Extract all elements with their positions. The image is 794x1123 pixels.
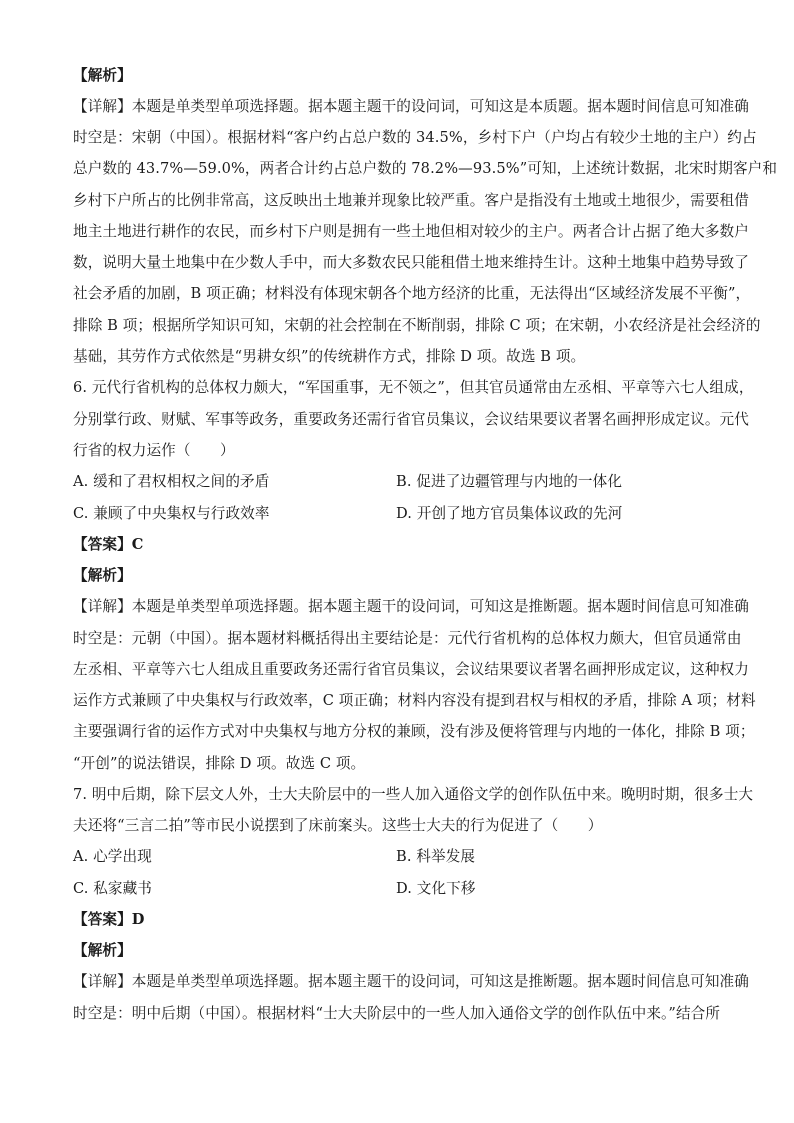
analysis-line: 数，说明大量土地集中在少数人手中，而大多数农民只能租借土地来维持生计。这种土地集中趋势导致了 [73, 254, 749, 271]
option-c: C. 私家藏书 [73, 880, 152, 897]
question-6-stem: 6. 元代行省机构的总体权力颇大，“军国重事，无不领之”，但其官员通常由左丞相、平章等六七人组成， [73, 379, 754, 396]
analysis-line: 运作方式兼顾了中央集权与行政效率，C 项正确；材料内容没有提到君权与相权的矛盾，排除 A 项；材料 [73, 692, 756, 709]
question-6-stem: 分别掌行政、财赋、军事等政务，重要政务还需行省官员集议，会议结果要议者署名画押形成定议。元代 [73, 411, 749, 428]
question-7-stem: 夫还将“三言二拍”等市民小说摆到了床前案头。这些士大夫的行为促进了（ ） [73, 817, 603, 834]
analysis-line: 排除 B 项；根据所学知识可知，宋朝的社会控制在不断削弱，排除 C 项；在宋朝，小农经济是社会经济的 [73, 317, 761, 334]
analysis-label: 【解析】 [73, 67, 132, 84]
analysis-line: 时空是：宋朝（中国）。根据材料“客户约占总户数的 34.5%，乡村下户（户均占有较少土地的主户）约占 [73, 129, 757, 146]
analysis-line: 乡村下户所占的比例非常高，这反映出土地兼并现象比较严重。客户是指没有土地或土地很少，需要租借 [73, 192, 749, 209]
option-b: B. 促进了边疆管理与内地的一体化 [396, 473, 623, 490]
answer-label: 【答案】D [73, 911, 145, 928]
analysis-line: 【详解】本题是单类型单项选择题。据本题主题干的设问词，可知这是本质题。据本题时间信息可知准确 [73, 98, 749, 115]
option-b: B. 科举发展 [396, 848, 476, 865]
option-a: A. 心学出现 [73, 848, 152, 865]
option-d: D. 开创了地方官员集体议政的先河 [396, 505, 623, 522]
analysis-label: 【解析】 [73, 567, 132, 584]
question-6-stem: 行省的权力运作（ ） [73, 442, 235, 459]
analysis-line: 基础，其劳作方式依然是“男耕女织”的传统耕作方式，排除 D 项。故选 B 项。 [73, 348, 586, 365]
analysis-line: 【详解】本题是单类型单项选择题。据本题主题干的设问词，可知这是推断题。据本题时间信息可知准确 [73, 973, 749, 990]
analysis-line: “开创”的说法错误，排除 D 项。故选 C 项。 [73, 755, 366, 772]
analysis-line: 左丞相、平章等六七人组成且重要政务还需行省官员集议，会议结果要议者署名画押形成定议，这种权力 [73, 661, 749, 678]
analysis-label: 【解析】 [73, 942, 132, 959]
analysis-line: 主要强调行省的运作方式对中央集权与地方分权的兼顾，没有涉及便将管理与内地的一体化，排除 B 项； [73, 723, 755, 740]
question-6-options-row-1 [73, 472, 733, 492]
analysis-line: 社会矛盾的加剧，B 项正确；材料没有体现宋朝各个地方经济的比重，无法得出“区域经济发展不平衡”， [73, 285, 751, 302]
analysis-line: 时空是：明中后期（中国）。根据材料“士大夫阶层中的一些人加入通俗文学的创作队伍中来。”结合所 [73, 1005, 721, 1022]
question-7-stem: 7. 明中后期，除下层文人外，士大夫阶层中的一些人加入通俗文学的创作队伍中来。晚明时期，很多士大 [73, 786, 754, 803]
question-6-options-row-2 [73, 504, 733, 524]
question-7-options-row-2 [73, 879, 733, 899]
answer-label: 【答案】C [73, 536, 144, 553]
option-c: C. 兼顾了中央集权与行政效率 [73, 505, 270, 522]
analysis-line: 总户数的 43.7%—59.0%，两者合计约占总户数的 78.2%—93.5%”可知，上述统计数据，北宋时期客户和 [73, 160, 778, 177]
analysis-line: 地主土地进行耕作的农民，而乡村下户则是拥有一些土地但相对较少的主户。两者合计占据了绝大多数户 [73, 223, 749, 240]
question-7-options-row-1 [73, 847, 733, 867]
option-a: A. 缓和了君权相权之间的矛盾 [73, 473, 270, 490]
option-d: D. 文化下移 [396, 880, 476, 897]
analysis-line: 时空是：元朝（中国）。据本题材料概括得出主要结论是：元代行省机构的总体权力颇大，但官员通常由 [73, 630, 742, 647]
analysis-line: 【详解】本题是单类型单项选择题。据本题主题干的设问词，可知这是推断题。据本题时间信息可知准确 [73, 598, 749, 615]
